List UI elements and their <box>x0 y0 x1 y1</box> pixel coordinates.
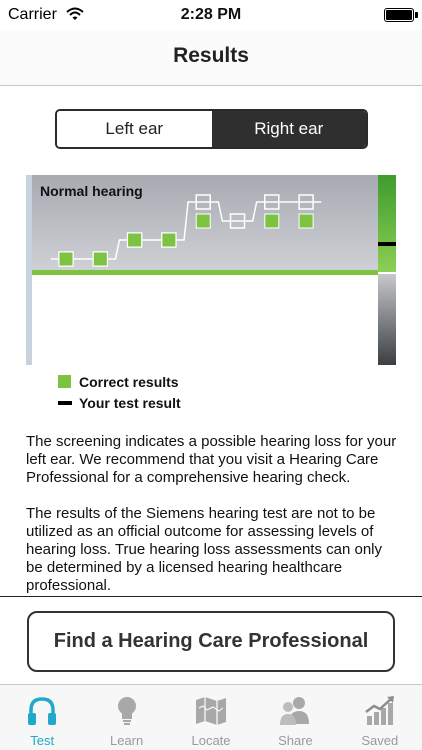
threshold-line <box>32 270 378 275</box>
tab-saved-label: Saved <box>361 733 399 748</box>
scale-bar-bottom <box>378 274 396 365</box>
legend-correct <box>58 371 181 392</box>
tab-learn-label: Learn <box>109 733 144 748</box>
status-bar <box>0 0 422 30</box>
tab-test-label: Test <box>30 733 55 748</box>
tab-saved[interactable] <box>338 685 422 750</box>
legend-yours <box>58 392 181 413</box>
explanation-paragraph-1: The screening indicates a possible hearing loss for your left ear. We recommend that you visit a Hearing Care Professional for a comprehensive hearing check. <box>26 433 397 486</box>
correct-result-point <box>162 233 176 247</box>
headphones-icon <box>24 694 60 728</box>
tab-learn[interactable] <box>84 685 168 750</box>
tab-bar <box>0 684 422 750</box>
chart-legend <box>58 371 181 413</box>
chart-title: Normal hearing <box>40 183 143 199</box>
left-ear-segment[interactable]: Left ear <box>57 111 212 147</box>
lightbulb-icon <box>109 694 145 728</box>
tab-test[interactable] <box>0 685 84 750</box>
correct-result-point <box>59 252 73 266</box>
navigation-bar <box>0 30 422 86</box>
page-title: Results <box>173 44 249 67</box>
tab-locate[interactable] <box>169 685 253 750</box>
legend-yours-swatch <box>58 401 72 405</box>
divider <box>0 596 422 597</box>
loss-zone <box>26 274 378 365</box>
people-icon <box>277 694 313 728</box>
explanation-paragraph-2: The results of the Siemens hearing test are not to be utilized as an official outcome for assessing levels of hearing loss. True hearing loss assessments can only be determined by a licensed hearing healthcare professional. <box>26 505 383 594</box>
correct-result-point <box>128 233 142 247</box>
legend-correct-swatch <box>58 375 71 388</box>
scale-bar-top <box>378 175 396 272</box>
battery-icon <box>384 8 414 22</box>
scale-marker <box>378 242 396 246</box>
hearing-chart <box>26 175 396 365</box>
battery-tip <box>415 12 418 18</box>
find-professional-button[interactable]: Find a Hearing Care Professional <box>27 611 395 672</box>
clock: 2:28 PM <box>180 6 242 23</box>
carrier-label: Carrier <box>8 6 57 23</box>
map-icon <box>193 694 229 728</box>
chart-left-axis <box>26 175 32 365</box>
results-explanation <box>26 433 398 596</box>
correct-result-point <box>93 252 107 266</box>
legend-yours-label: Your test result <box>79 394 181 411</box>
correct-result-point <box>265 214 279 228</box>
correct-result-point <box>196 214 210 228</box>
ear-selector <box>55 109 368 149</box>
right-ear-segment[interactable]: Right ear <box>212 111 367 147</box>
tab-locate-label: Locate <box>191 733 231 748</box>
tab-share-label: Share <box>278 733 313 748</box>
chart-icon <box>362 694 398 728</box>
hearing-chart-svg <box>26 175 396 365</box>
tab-share[interactable] <box>253 685 337 750</box>
correct-result-point <box>299 214 313 228</box>
legend-correct-label: Correct results <box>79 373 179 390</box>
